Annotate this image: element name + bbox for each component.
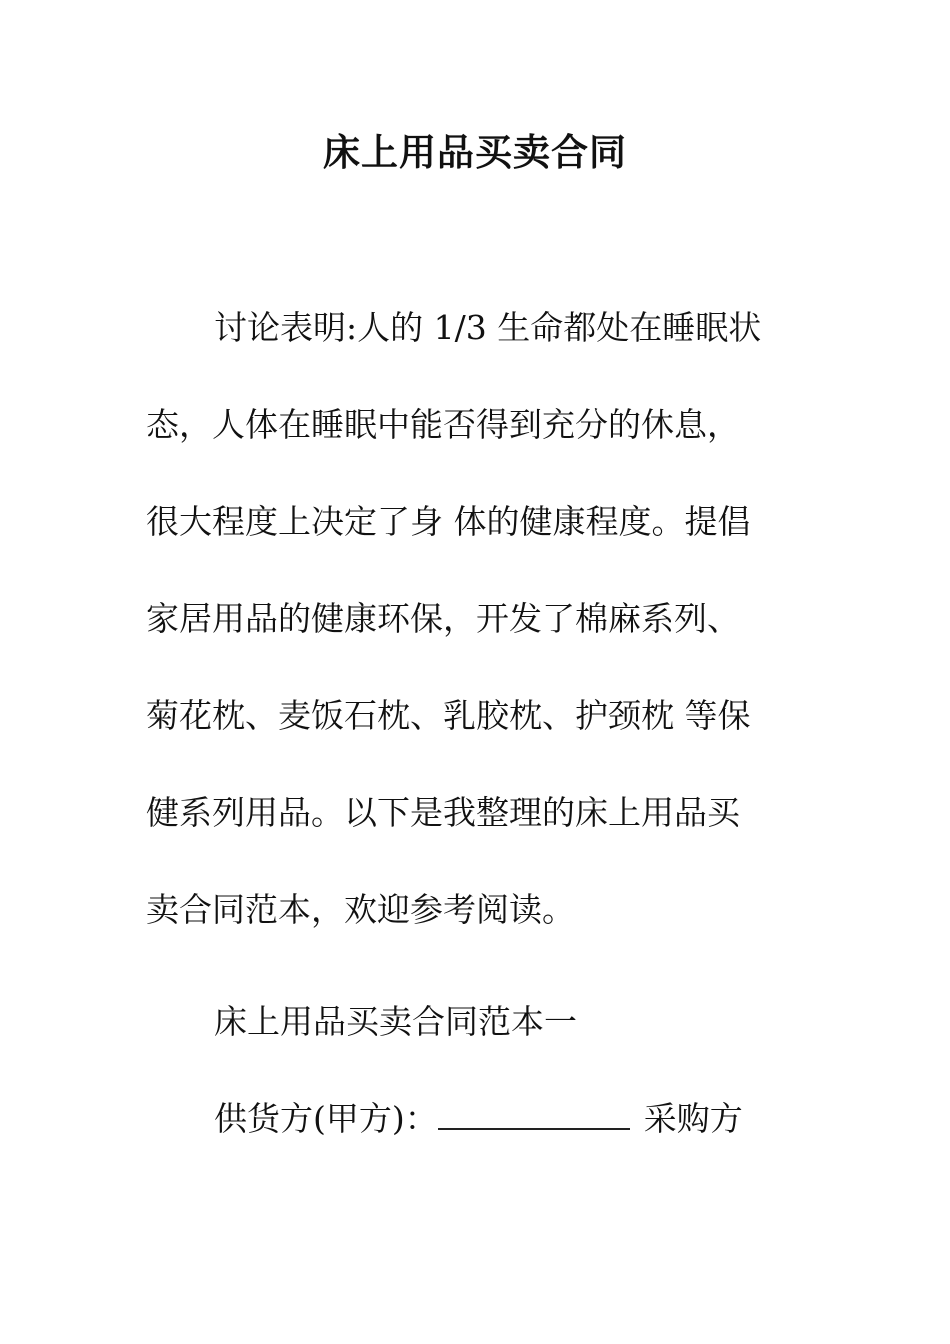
party-line [214,1097,743,1141]
supplier-label: 供货方(甲方)： [214,1099,438,1138]
intro-line-6: 健系列用品。以下是我整理的床上用品买 [146,793,740,832]
intro-line-3: 很大程度上决定了身 体的健康程度。提倡 [146,502,751,541]
intro-line-7: 卖合同范本，欢迎参考阅读。 [146,890,575,929]
intro-line-4: 家居用品的健康环保，开发了棉麻系列、 [146,599,740,638]
intro-line-5: 菊花枕、麦饭石枕、乳胶枕、护颈枕 等保 [146,696,751,735]
supplier-name-blank [438,1098,630,1130]
buyer-label: 采购方 [643,1099,743,1138]
document-title: 床上用品买卖合同 [323,130,627,174]
intro-line-2: 态，人体在睡眠中能否得到充分的休息， [146,405,740,444]
section-heading: 床上用品买卖合同范本一 [214,1002,577,1041]
intro-line-1: 讨论表明:人的 1/3 生命都处在睡眠状 [214,308,762,347]
